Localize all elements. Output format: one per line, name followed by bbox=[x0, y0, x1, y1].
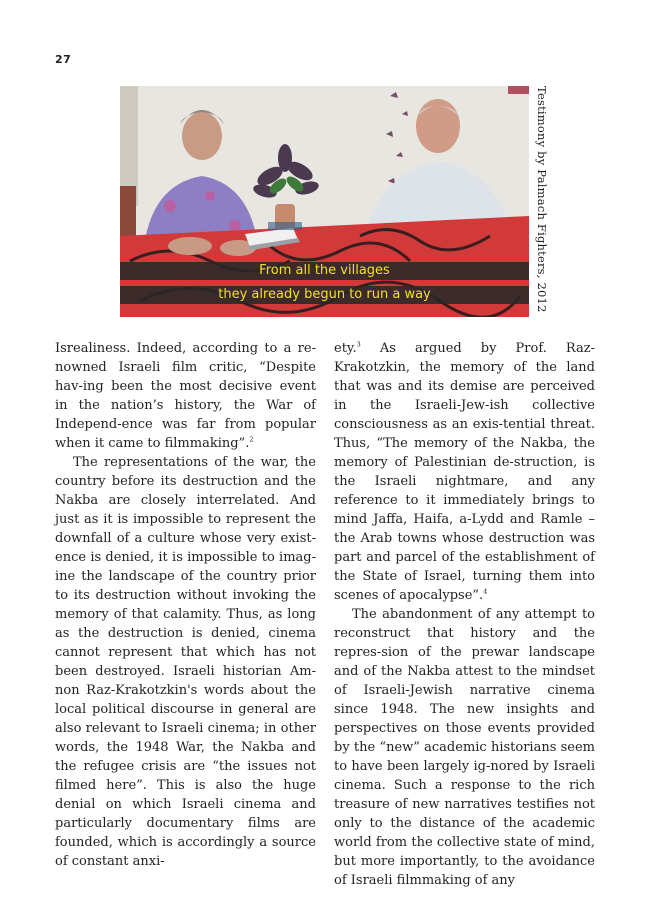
film-still-image bbox=[120, 86, 529, 317]
paragraph-text: As argued by Prof. Raz-Krakotzkin, the memory of the land that was and its demise are perceived in the Israeli-Jew-ish collective consciousness as an exis-tential threat. Thus, “The memory of the Nakba, the memory of Palestinian de-struction, is the Israeli nightmare, and any reference to it immediately brings to mind Jaffa, Haifa, a-Lydd and Ramle – the Arab towns whose destruction was part and parcel of the establishment of the State of Israel, turning them into scenes of apocalypse”. bbox=[334, 341, 595, 603]
paragraph bbox=[55, 339, 316, 453]
figure-credit bbox=[533, 86, 549, 317]
subtitle-line-2: they already begun to run a way bbox=[120, 286, 529, 304]
page-number: 27 bbox=[55, 53, 72, 66]
subtitle-line-1: From all the villages bbox=[120, 262, 529, 280]
paragraph-text: ety. bbox=[334, 341, 357, 356]
paragraph bbox=[334, 339, 595, 605]
film-still bbox=[120, 86, 529, 317]
paragraph-text: Isrealiness. Indeed, according to a re-nowned Israeli film critic, “Despite hav-ing been the most decisive event in the nation’s history, the War of Independ-ence was far from popular when it came to filmmaking”. bbox=[55, 341, 316, 451]
footnote-ref[interactable]: 4 bbox=[483, 587, 488, 596]
paragraph: The representations of the war, the country before its destruction and the Nakba are closely interrelated. And just as it is impossible to represent the downfall of a culture whose very exist-ence is denied, it is impossible to imag-ine the landscape of the country prior to its destruction without invoking the memory of that calamity. Thus, as long as the destruction is denied, cinema cannot represent that which has not been destroyed. Israeli historian Am-non Raz-Krakotzkin's words about the local political discourse in general are also relevant to Israeli cinema; in other words, the 1948 War, the Nakba and the refugee crisis are “the issues not filmed here”. This is also the huge denial on which Israeli cinema and particularly documentary films are founded, which is accordingly a source of constant anxi- bbox=[55, 455, 316, 869]
footnote-ref[interactable]: 3 bbox=[356, 340, 361, 349]
text-column-right bbox=[334, 339, 595, 890]
figure-credit-text: Testimony by Palmach Fighters, 2012 bbox=[535, 86, 549, 313]
footnote-ref[interactable]: 2 bbox=[249, 435, 254, 444]
paragraph: The abandonment of any attempt to reconstruct that history and the repres-sion of the prewar landscape and of the Nakba attest to the mindset of Israeli-Jewish narrative cinema since 1948. The new insights and perspectives on those events provided by the “new” academic historians seem to have been largely ig-nored by Israeli cinema. Such a response to the rich treasure of new narratives testifies not only to the distance of the academic world from the collective state of mind, but more importantly, to the avoidance of Israeli filmmaking of any bbox=[334, 607, 595, 888]
text-column-left bbox=[55, 339, 316, 871]
